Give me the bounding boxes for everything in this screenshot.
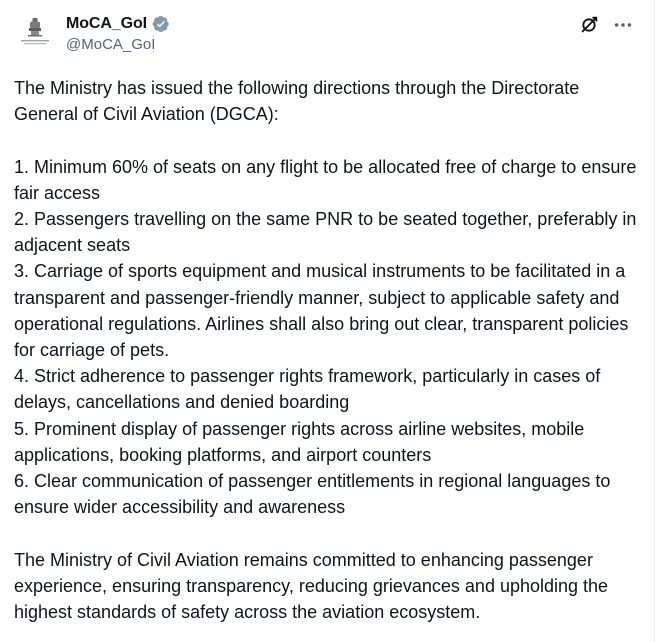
paragraph-gap: [14, 127, 644, 153]
author-display-name[interactable]: MoCA_GoI: [66, 15, 147, 32]
name-row: [66, 14, 170, 34]
tweet-closing: The Ministry of Civil Aviation remains committed to enhancing passenger experience, ensuring transparency, reducing grievances and upholding the highest standards of safety across the aviation ecosystem.: [14, 549, 609, 623]
tweet-header: [14, 10, 654, 62]
avatar[interactable]: [14, 12, 56, 54]
list-item: 5. Prominent display of passenger rights across airline websites, mobile applications, booking platforms, and airport counters: [14, 418, 585, 465]
author-handle[interactable]: @MoCA_GoI: [66, 36, 156, 53]
author-names: [66, 14, 170, 53]
grok-icon[interactable]: [578, 14, 600, 36]
more-icon[interactable]: [612, 14, 634, 36]
header-actions: [578, 14, 634, 36]
tweet-text: [14, 75, 644, 625]
paragraph-gap: [14, 520, 644, 546]
list-item: 1. Minimum 60% of seats on any flight to be allocated free of charge to ensure fair access: [14, 156, 637, 203]
list-item: 4. Strict adherence to passenger rights framework, particularly in cases of delays, cancellations and denied boarding: [14, 366, 601, 413]
directions-list: [14, 154, 644, 521]
list-item: 3. Carriage of sports equipment and musical instruments to be facilitated in a transparent and passenger-friendly manner, subject to applicable safety and operational regulations. Airlines shall also bring out clear, transparent policies for carriage of pets.: [14, 261, 629, 361]
tweet-intro: The Ministry has issued the following directions through the Directorate General of Civil Aviation (DGCA):: [14, 78, 580, 125]
verified-badge-icon[interactable]: [152, 15, 170, 33]
emblem-icon: [14, 12, 56, 54]
list-item: 6. Clear communication of passenger entitlements in regional languages to ensure wider accessibility and awareness: [14, 471, 611, 518]
list-item: 2. Passengers travelling on the same PNR to be seated together, preferably in adjacent seats: [14, 209, 637, 256]
